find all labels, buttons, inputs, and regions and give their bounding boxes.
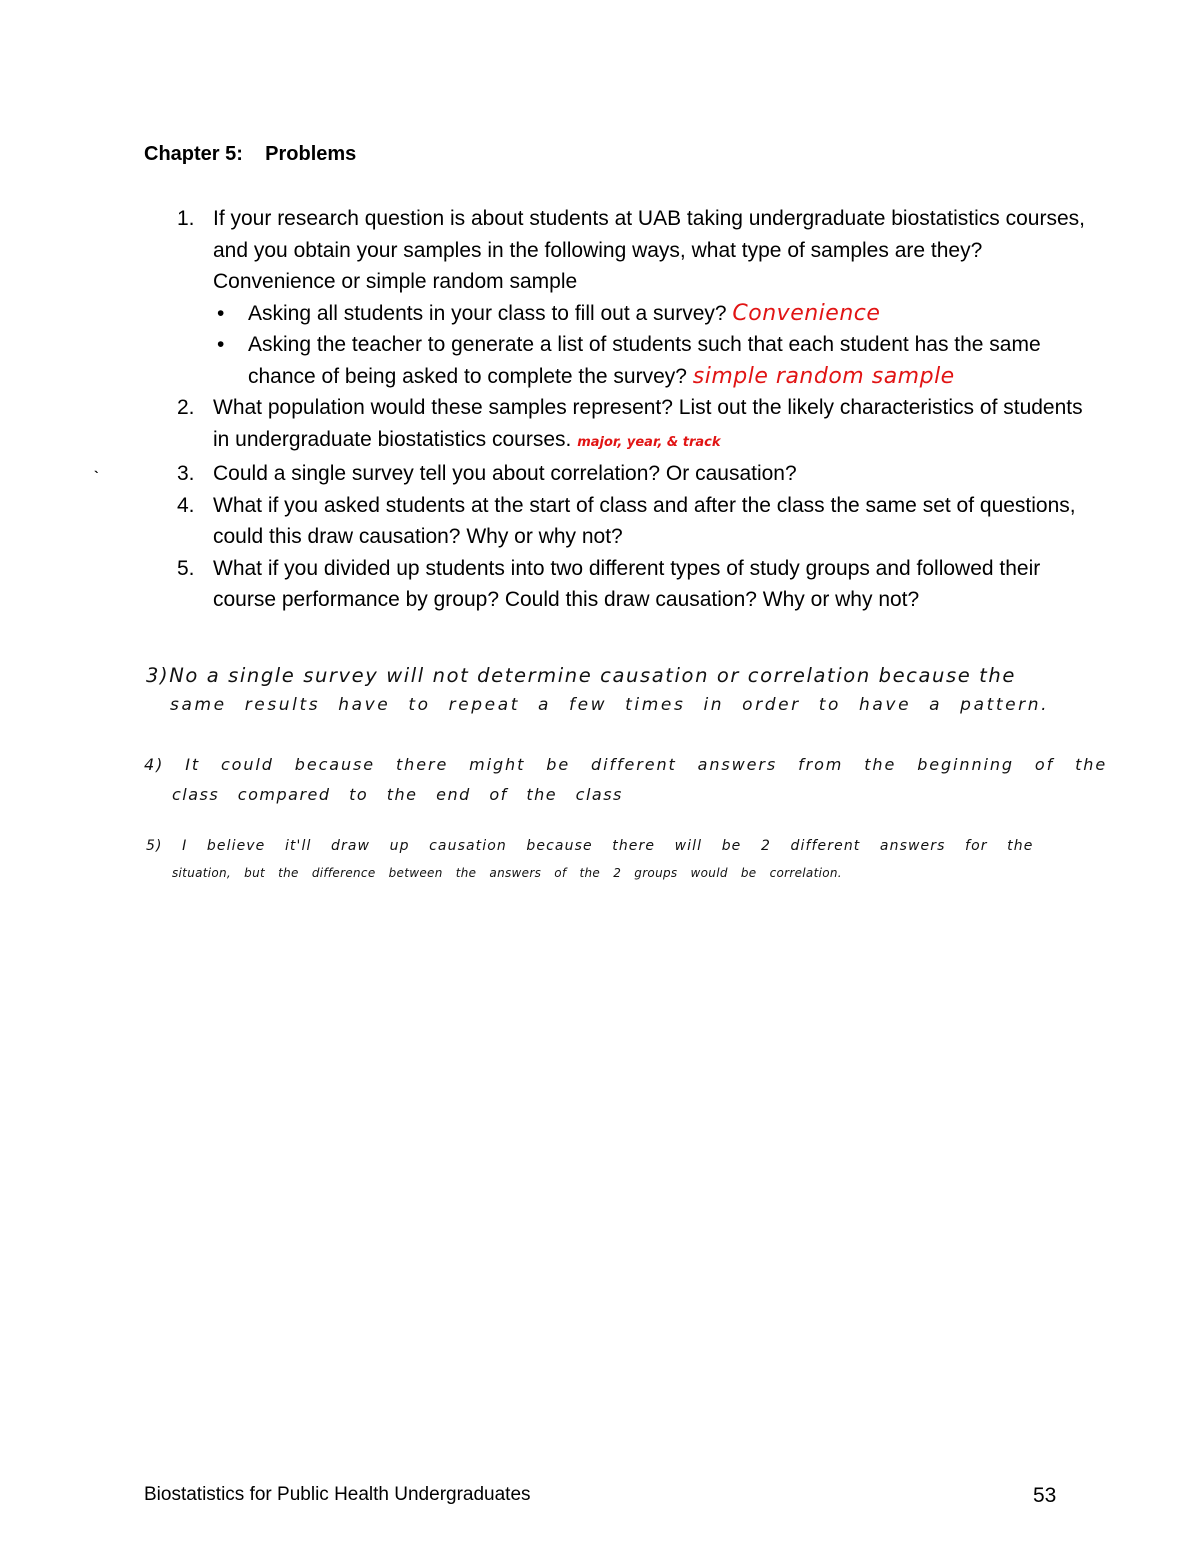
problem-number: 4. — [177, 493, 195, 517]
bullet-item — [213, 298, 1104, 330]
problem-number: 3. — [177, 462, 195, 485]
handwritten-answer-characteristics: major, year, & track — [577, 434, 721, 450]
problem-text: What if you divided up students into two different types of study groups and followed their course performance by group? Could this draw causation? Why or why not? — [213, 556, 1041, 611]
chapter-title: Chapter 5: Problems — [144, 143, 357, 165]
bullet-list — [213, 298, 1104, 393]
handwritten-answer-5-line-1: 5) I believe it'll draw up causation because there will be 2 different answers for the — [146, 838, 1034, 854]
bullet-icon: • — [217, 333, 225, 356]
problem-3 — [144, 458, 1104, 490]
problem-number: 5. — [177, 556, 195, 580]
problem-5 — [144, 553, 1104, 616]
problem-2 — [144, 392, 1104, 458]
bullet-item — [213, 329, 1104, 392]
problem-text: What population would these samples represent? List out the likely characteristics of students in undergraduate biostatistics courses. — [213, 396, 1083, 451]
handwritten-answer-convenience: Convenience — [732, 300, 881, 326]
problem-text: Could a single survey tell you about correlation? Or causation? — [213, 462, 797, 485]
problem-text: What if you asked students at the start of class and after the class the same set of questions, could this draw causation? Why or why not? — [213, 493, 1076, 548]
handwritten-answer-3-line-1: 3)No a single survey will not determine causation or correlation because the — [146, 664, 1016, 687]
problem-1 — [144, 203, 1104, 392]
handwritten-answer-4-line-2: class compared to the end of the class — [172, 785, 623, 804]
problem-number: 1. — [177, 207, 195, 230]
problem-list — [144, 203, 1104, 616]
problem-text: If your research question is about students at UAB taking undergraduate biostatistics courses, and you obtain your samples in the following ways, what type of samples are they? Convenience or simple random sample — [213, 207, 1085, 293]
stray-mark: ` — [94, 468, 99, 484]
page-number: 53 — [1033, 1484, 1057, 1507]
bullet-text: Asking the teacher to generate a list of students such that each student has the same chance of being asked to complete the survey? — [248, 333, 1041, 388]
problem-4 — [144, 490, 1104, 553]
problem-number: 2. — [177, 396, 195, 419]
handwritten-answer-4-line-1: 4) It could because there might be different answers from the beginning of the — [144, 755, 1108, 774]
handwritten-answer-3-line-2: same results have to repeat a few times in order to have a pattern. — [170, 695, 1050, 715]
bullet-text: Asking all students in your class to fill out a survey? — [248, 301, 727, 325]
handwritten-answer-5-line-2: situation, but the difference between the answers of the 2 groups would be correlation. — [172, 866, 842, 880]
handwritten-answer-simple-random: simple random sample — [692, 363, 955, 389]
footer-book-title: Biostatistics for Public Health Undergraduates — [144, 1484, 531, 1505]
bullet-icon: • — [217, 301, 225, 325]
